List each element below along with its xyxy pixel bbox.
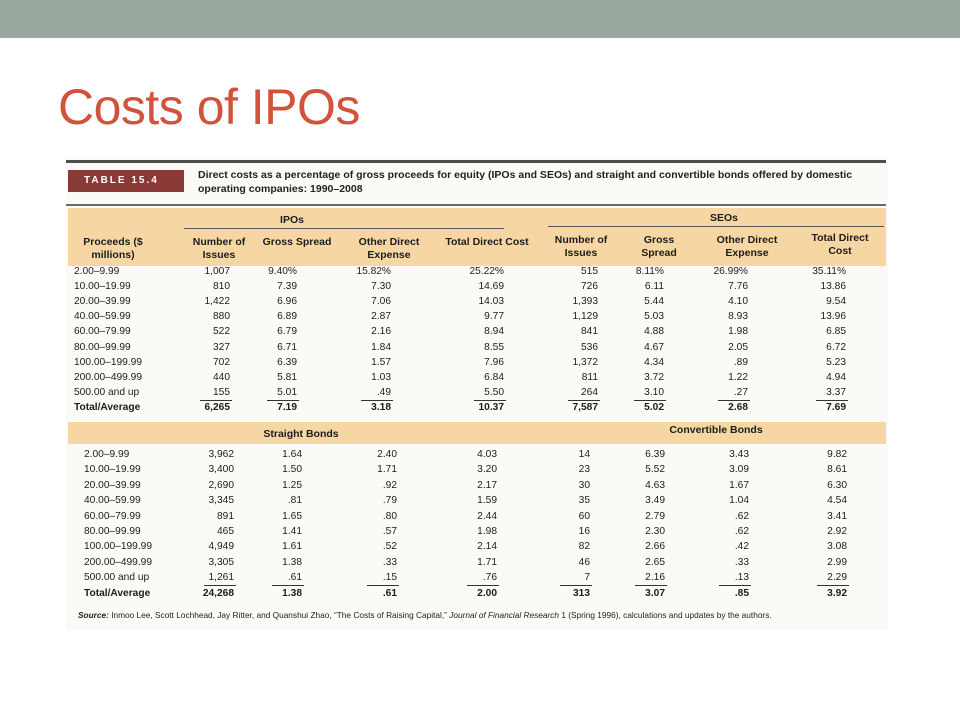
equity-subtotal-rule — [267, 400, 299, 401]
equity-value-cell: 6.71 — [277, 341, 297, 353]
bond-value-cell: .80 — [382, 510, 397, 522]
equity-value-cell: 4.10 — [728, 296, 748, 308]
bond-value-cell: .76 — [482, 572, 497, 584]
bond-value-cell: 1.71 — [477, 556, 497, 568]
equity-proceeds-cell: 2.00–9.99 — [74, 266, 120, 277]
equity-value-cell: 6.39 — [277, 356, 297, 368]
bond-value-cell: 82 — [578, 541, 590, 553]
equity-value-cell: 6.72 — [826, 341, 846, 353]
equity-value-cell: 155 — [213, 386, 230, 398]
source-rest: 1 (Spring 1996), calculations and updates by the authors. — [559, 610, 772, 620]
table-source — [78, 610, 888, 620]
equity-subtotal-rule — [200, 400, 232, 401]
equity-subtotal-rule — [718, 400, 750, 401]
source-prefix: Source: — [78, 610, 109, 620]
equity-value-cell: 440 — [213, 371, 230, 383]
equity-value-cell: 4.67 — [644, 341, 664, 353]
equity-value-cell: 6.85 — [826, 326, 846, 338]
equity-subtotal-rule — [568, 400, 600, 401]
col-seo-other: Other Direct Expense — [716, 234, 778, 259]
equity-value-cell: 35.11% — [812, 266, 846, 277]
bond-value-cell: 3,305 — [208, 556, 234, 568]
bond-value-cell: .61 — [287, 572, 302, 584]
equity-total-cell: 5.02 — [644, 401, 664, 413]
bond-value-cell: 9.82 — [827, 449, 847, 460]
bond-total-cell: 2.00 — [477, 587, 497, 599]
bond-subtotal-rule — [467, 585, 499, 586]
equity-value-cell: 811 — [581, 371, 598, 383]
equity-value-cell: 264 — [581, 386, 598, 398]
bond-value-cell: 3.41 — [827, 510, 847, 522]
bond-value-cell: 14 — [578, 449, 590, 460]
equity-value-cell: 14.69 — [478, 281, 504, 293]
equity-value-cell: 5.44 — [644, 296, 664, 308]
bond-value-cell: .13 — [734, 572, 749, 584]
bond-value-cell: 1.25 — [282, 479, 302, 491]
bond-value-cell: 2.14 — [477, 541, 497, 553]
bond-value-cell: .33 — [382, 556, 397, 568]
equity-value-cell: 8.94 — [484, 326, 504, 338]
equity-value-cell: 1,393 — [572, 296, 598, 308]
equity-proceeds-cell: 200.00–499.99 — [74, 371, 142, 383]
group-seos: SEOs — [709, 212, 738, 224]
bond-value-cell: 2.30 — [645, 526, 665, 537]
equity-proceeds-cell: 500.00 and up — [74, 386, 140, 398]
col-seo-gross: Gross Spread — [641, 234, 677, 259]
equity-value-cell: 5.23 — [826, 356, 846, 368]
equity-value-cell: 6.96 — [277, 296, 297, 308]
equity-value-cell: 5.03 — [644, 311, 664, 323]
equity-value-cell: 1,422 — [204, 296, 230, 308]
bond-value-cell: 2.99 — [827, 556, 847, 568]
bond-value-cell: .92 — [382, 479, 397, 491]
bond-proceeds-cell: 10.00–19.99 — [84, 464, 141, 476]
bond-value-cell: 2.66 — [645, 541, 665, 553]
bond-subtotal-rule — [635, 585, 667, 586]
equity-value-cell: 810 — [213, 281, 230, 293]
bond-value-cell: 23 — [578, 464, 590, 476]
equity-total-cell: 2.68 — [728, 401, 748, 413]
equity-value-cell: 522 — [213, 326, 230, 338]
equity-proceeds-cell: 100.00–199.99 — [74, 356, 142, 368]
equity-value-cell: 7.30 — [371, 281, 391, 293]
equity-value-cell: 880 — [213, 311, 230, 323]
bond-value-cell: 1.41 — [282, 526, 302, 537]
equity-value-cell: 6.79 — [277, 326, 297, 338]
equity-value-cell: 841 — [581, 326, 598, 338]
bond-value-cell: .79 — [382, 495, 397, 507]
bond-total-cell: .85 — [734, 587, 749, 599]
equity-value-cell: 25.22% — [469, 266, 504, 277]
table-label: TABLE 15.4 — [68, 170, 184, 192]
bond-value-cell: 4.03 — [477, 449, 497, 460]
bond-value-cell: .57 — [382, 526, 397, 537]
bond-value-cell: 3.49 — [645, 495, 665, 507]
equity-value-cell: 3.10 — [644, 386, 664, 398]
bond-value-cell: .15 — [382, 572, 397, 584]
bond-value-cell: 2.16 — [645, 572, 665, 584]
equity-value-cell: 14.03 — [478, 296, 504, 308]
bond-value-cell: 3.08 — [827, 541, 847, 553]
bond-total-cell: 313 — [573, 587, 590, 599]
bond-value-cell: 1.71 — [377, 464, 397, 476]
bond-value-cell: 2,690 — [208, 479, 234, 491]
equity-value-cell: 7.39 — [277, 281, 297, 293]
bond-total-label: Total/Average — [84, 587, 151, 599]
equity-value-cell: 7.06 — [371, 296, 391, 308]
equity-value-cell: 1.84 — [371, 341, 391, 353]
bond-value-cell: 1.50 — [282, 464, 302, 476]
equity-value-cell: 8.93 — [728, 311, 748, 323]
bond-value-cell: 1.98 — [477, 526, 497, 537]
bond-proceeds-cell: 500.00 and up — [84, 572, 150, 584]
bond-value-cell: .62 — [734, 510, 749, 522]
bond-total-cell: .61 — [382, 587, 397, 599]
bond-value-cell: .33 — [734, 556, 749, 568]
bond-subtotal-rule — [204, 585, 236, 586]
bond-proceeds-cell: 40.00–59.99 — [84, 495, 141, 507]
bond-value-cell: 1.67 — [729, 479, 749, 491]
equity-subtotal-rule — [816, 400, 848, 401]
bond-subtotal-rule — [817, 585, 849, 586]
equity-total-cell: 10.37 — [478, 401, 504, 413]
bond-value-cell: 5.52 — [645, 464, 665, 476]
bond-value-cell: 2.44 — [477, 510, 497, 522]
top-accent-bar — [0, 0, 960, 38]
equity-subtotal-rule — [361, 400, 393, 401]
bond-value-cell: 1.04 — [729, 495, 749, 507]
equity-value-cell: 3.37 — [826, 386, 846, 398]
bond-value-cell: 1,261 — [208, 572, 234, 584]
bond-value-cell: 465 — [217, 526, 234, 537]
equity-value-cell: 6.89 — [277, 311, 297, 323]
bond-value-cell: 3.20 — [477, 464, 497, 476]
bond-subtotal-rule — [719, 585, 751, 586]
bond-value-cell: 16 — [578, 526, 590, 537]
equity-value-cell: 1,129 — [572, 311, 598, 323]
equity-value-cell: 4.88 — [644, 326, 664, 338]
equity-value-cell: 13.86 — [820, 281, 846, 293]
equity-proceeds-cell: 80.00–99.99 — [74, 341, 131, 353]
header-rule-bottom — [66, 204, 886, 206]
equity-value-cell: 327 — [213, 341, 230, 353]
equity-value-cell: 15.82% — [356, 266, 391, 277]
group-ipos: IPOs — [280, 214, 304, 226]
group-convertible-bonds: Convertible Bonds — [669, 424, 763, 436]
equity-value-cell: 13.96 — [820, 311, 846, 323]
bond-value-cell: 3,400 — [208, 464, 234, 476]
equity-value-cell: 9.40% — [268, 266, 297, 277]
bond-value-cell: 30 — [578, 479, 590, 491]
bond-value-cell: 3.43 — [729, 449, 749, 460]
bond-value-cell: 3,345 — [208, 495, 234, 507]
group-rule-seos — [548, 226, 884, 227]
bond-total-cell: 1.38 — [282, 587, 302, 599]
equity-value-cell: 7.76 — [728, 281, 748, 293]
equity-value-cell: 536 — [581, 341, 598, 353]
equity-proceeds-cell: 60.00–79.99 — [74, 326, 131, 338]
equity-value-cell: 9.77 — [484, 311, 504, 323]
bond-value-cell: 2.40 — [377, 449, 397, 460]
equity-value-cell: 515 — [581, 266, 598, 277]
source-journal: Journal of Financial Research — [449, 610, 560, 620]
group-rule-ipos — [184, 228, 504, 229]
col-seo-number: Number of Issues — [554, 234, 608, 259]
bond-value-cell: 2.92 — [827, 526, 847, 537]
table-caption: Direct costs as a percentage of gross proceeds for equity (IPOs and SEOs) and straight and convertible bonds offered by domestic operating companies: 1990–2008 — [198, 169, 853, 195]
equity-total-cell: 3.18 — [371, 401, 391, 413]
bond-subtotal-rule — [272, 585, 304, 586]
equity-value-cell: 8.11% — [635, 266, 664, 277]
bond-value-cell: 6.39 — [645, 449, 665, 460]
table-image — [66, 158, 888, 630]
equity-value-cell: 4.94 — [826, 371, 846, 383]
equity-value-cell: 2.16 — [371, 326, 391, 338]
equity-value-cell: 7.96 — [484, 356, 504, 368]
bond-total-cell: 24,268 — [202, 587, 234, 599]
equity-value-cell: 2.05 — [728, 341, 748, 353]
equity-value-cell: 4.34 — [644, 356, 664, 368]
equity-value-cell: 5.81 — [277, 371, 297, 383]
bond-value-cell: 891 — [217, 510, 234, 522]
col-ipo-gross: Gross Spread — [262, 236, 332, 248]
bond-value-cell: 2.29 — [827, 572, 847, 584]
equity-value-cell: 6.84 — [484, 371, 504, 383]
col-seo-total: Total Direct Cost — [811, 232, 869, 257]
bond-value-cell: 6.30 — [827, 479, 847, 491]
equity-value-cell: 26.99% — [713, 266, 748, 277]
equity-value-cell: .89 — [733, 356, 748, 368]
equity-value-cell: 5.50 — [484, 386, 504, 398]
equity-value-cell: .27 — [733, 386, 748, 398]
bond-value-cell: 35 — [578, 495, 590, 507]
source-authors: Inmoo Lee, Scott Lochhead, Jay Ritter, and Quanshui Zhao, “The Costs of Raising Capital,” — [108, 610, 450, 620]
equity-value-cell: 8.55 — [484, 341, 504, 353]
bond-value-cell: 3.09 — [729, 464, 749, 476]
bond-value-cell: .62 — [734, 526, 749, 537]
bond-value-cell: 7 — [584, 572, 590, 584]
equity-value-cell: 5.01 — [277, 386, 297, 398]
equity-value-cell: 6.11 — [644, 281, 664, 293]
bond-total-cell: 3.07 — [645, 587, 665, 599]
equity-proceeds-cell: 20.00–39.99 — [74, 296, 131, 308]
equity-proceeds-cell: 40.00–59.99 — [74, 311, 131, 323]
equity-value-cell: 3.72 — [644, 371, 664, 383]
bond-value-cell: 1.38 — [282, 556, 302, 568]
bond-value-cell: 8.61 — [827, 464, 847, 476]
group-straight-bonds: Straight Bonds — [263, 428, 339, 440]
equity-total-cell: 6,265 — [204, 401, 230, 413]
col-proceeds: Proceeds ($ millions) — [83, 236, 143, 261]
col-ipo-other: Other Direct Expense — [358, 236, 420, 261]
bond-value-cell: 2.65 — [645, 556, 665, 568]
col-ipo-number: Number of Issues — [192, 236, 246, 261]
bond-value-cell: 1.59 — [477, 495, 497, 507]
bond-value-cell: 2.17 — [477, 479, 497, 491]
equity-total-cell: 7.69 — [826, 401, 846, 413]
equity-value-cell: 1.98 — [728, 326, 748, 338]
equity-value-cell: 1,372 — [572, 356, 598, 368]
bond-value-cell: .81 — [287, 495, 302, 507]
bond-value-cell: 1.61 — [282, 541, 302, 553]
equity-value-cell: 1.22 — [728, 371, 748, 383]
equity-value-cell: 1.57 — [371, 356, 391, 368]
equity-value-cell: 2.87 — [371, 311, 391, 323]
bond-proceeds-cell: 80.00–99.99 — [84, 526, 141, 537]
bond-subtotal-rule — [367, 585, 399, 586]
bond-proceeds-cell: 60.00–79.99 — [84, 510, 141, 522]
bond-proceeds-cell: 200.00–499.99 — [84, 556, 152, 568]
bond-value-cell: 1.65 — [282, 510, 302, 522]
header-rule — [66, 160, 886, 163]
col-ipo-total: Total Direct Cost — [445, 236, 529, 248]
equity-total-cell: 7,587 — [572, 401, 598, 413]
slide-title: Costs of IPOs — [58, 79, 360, 135]
equity-total-label: Total/Average — [74, 401, 141, 413]
equity-total-cell: 7.19 — [277, 401, 297, 413]
bond-proceeds-cell: 20.00–39.99 — [84, 479, 141, 491]
bond-value-cell: 60 — [578, 510, 590, 522]
bond-value-cell: .52 — [382, 541, 397, 553]
bond-value-cell: 1.64 — [282, 449, 302, 460]
bond-value-cell: 4.63 — [645, 479, 665, 491]
equity-proceeds-cell: 10.00–19.99 — [74, 281, 131, 293]
equity-value-cell: 1.03 — [371, 371, 391, 383]
equity-value-cell: 702 — [213, 356, 230, 368]
bond-proceeds-cell: 100.00–199.99 — [84, 541, 152, 553]
bond-value-cell: 46 — [578, 556, 590, 568]
bond-value-cell: 2.79 — [645, 510, 665, 522]
equity-value-cell: 1,007 — [204, 266, 230, 277]
bond-value-cell: 4,949 — [208, 541, 234, 553]
equity-subtotal-rule — [474, 400, 506, 401]
bond-subtotal-rule — [560, 585, 592, 586]
bond-value-cell: 3,962 — [208, 449, 234, 460]
equity-value-cell: 9.54 — [826, 296, 846, 308]
equity-value-cell: .49 — [376, 386, 391, 398]
bond-value-cell: .42 — [734, 541, 749, 553]
bond-proceeds-cell: 2.00–9.99 — [84, 449, 130, 460]
equity-subtotal-rule — [634, 400, 666, 401]
bond-value-cell: 4.54 — [827, 495, 847, 507]
bond-total-cell: 3.92 — [827, 587, 847, 599]
equity-value-cell: 726 — [581, 281, 598, 293]
